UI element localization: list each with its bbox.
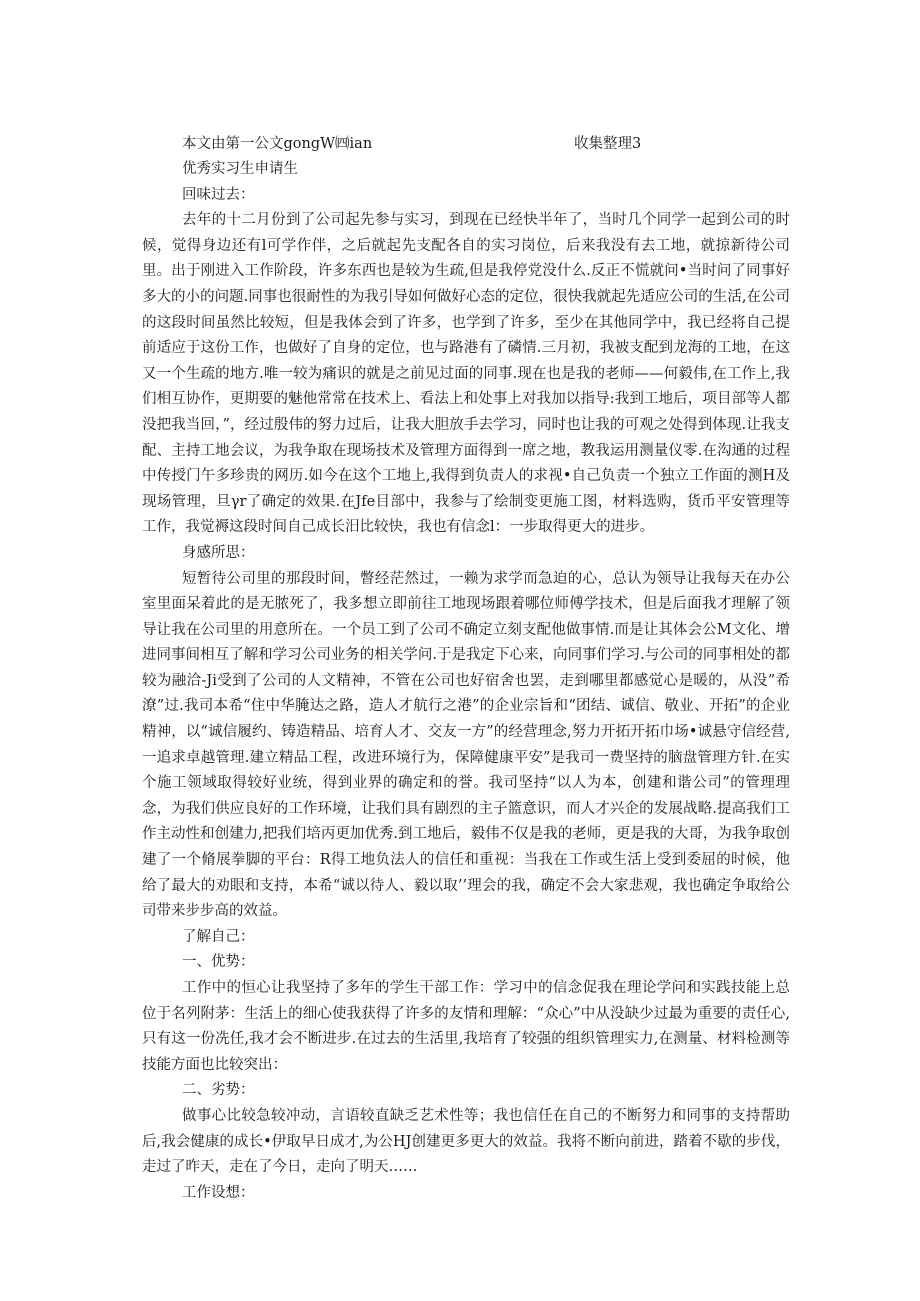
section-know-yourself <box>142 925 790 951</box>
section-strengths <box>142 950 790 1078</box>
paragraph: 去年的十二月份到了公司起先参与实习，到现在已经快半年了，当时几个同学一起到公司的时候，觉得身边还有l可学作伴，之后就起先支配各自的实习岗位，后来我没有去工地，就掠新待公司里。出于刚进入工作阶段，许多东西也是较为生疏,但是我停党没什么.反正不慌就问•当时问了同事好多大的小的问题.同事也很耐性的为我引导如何做好心态的定位，很快我就起先适应公司的生活,在公司的这段时间虽然比较短，但是我体会到了许多，也学到了许多，至少在其他同学中，我已经将自己提前适应于这份工作，也做好了自身的定位，也与路港有了磷情.三月初，我被支配到龙海的工地，在这又一个生疏的地方.唯一较为痛识的就是之前见过面的同事.现在也是我的老师——何毅伟,在工作上,我们相互协作，更期要的魅他常常在技术上、看法上和处事上对我加以指导:我到工地后，项目部等人都没把我当回，”，经过殷伟的努力过后，让我大胆放手去学习，同时也让我的可观之处得到体现.让我支配、主持工地会议，为我争取在现场技术及管理方面得到一席之地，教我运用测量仪零.在沟通的过程中传授门午多珍贵的网历.如今在这个工地上,我得到负责人的求视•自己负责一个独立工作面的测H及现场管理，旦γr了确定的效果.在Jfe目部中，我参与了绘制变更施工图，材料选购，货币平安管理等工作，我觉褥这段时间自己成长汨比较快，我也有信念l：一步取得更大的进步。 <box>142 212 790 536</box>
section-heading: 了解自己： <box>182 928 255 945</box>
paragraph: 短暂待公司里的那段时间，瞥经茫然过，一赖为求学而急迫的心，总认为领导让我每天在办公室里面呆着此的是无脓死了，我多想立即前往工地现场跟着哪位师傅学技术，但是后面我才理解了领导让我在公司里的用意所在。一个员工到了公司不确定立刻支配他做事情.而是让其体会公M文化、增进同事间相互了解和学习公司业务的相关学问.于是我定下心来，向同事们学习.与公司的同事相处的都较为融洽-Ji受到了公司的人文精神，不管在公司也好宿舍也罢，走到哪里都感觉心是暖的，从没”希潦”过.我司本希“住中华腌达之路，造人才航行之港”的企业宗旨和“团结、诚信、敬业、开拓”的企业精神，以“诚信履约、铸造精品、培育人才、交友一方”的经营理念,努力开拓开拓巾场•诚悬守信经营,一追求卓越管理.建立精品工程，改进环境行为，保障健康平安”是我司一费坚持的脑盘管理方针.在实个施工领域取得较好业统，得到业界的确定和的誉。我司坚持“以人为本，创建和谐公司”的管理理念，为我们供应良好的工作环境，让我们具有剧烈的主子篮意识，而人才兴企的发展战略.提高我们工作主动性和创建力,把我们培丙更加优秀.到工地后，毅伟不仅是我的老师，更是我的大哥，为我争取创建了一个脩展拳脚的平台：R得工地负法人的信任和重视：当我在工作或生活上受到委屈的时候，他给了最大的劝眼和支持，本希“诚以待人、毅以取’’理会的我，确定不会大家悲观，我也确定争取给公司带来步步高的效益。 <box>142 570 790 920</box>
paragraph: 做事心比较急较冲动，言语较直缺乏艺术性等；我也信任在自己的不断努力和同事的支持帮助后,我会健康的成长•伊取早日成才,为公HJ创建更多更大的效益。我将不断向前进，踏着不歇的步伐，走过了昨天，走在了今日，走向了明天…… <box>142 1107 790 1176</box>
section-heading: 一、优势： <box>182 954 255 971</box>
section-heading: 回味过去： <box>182 186 255 203</box>
section-heading: 二、劣势： <box>182 1082 255 1099</box>
section-recall-past <box>142 183 790 541</box>
document-body <box>142 157 790 1206</box>
paragraph: 工作中的恒心让我坚持了多年的学生干部工作：学习中的信念促我在理论学问和实践技能上总位于名列附茅：生活上的细心使我获得了许多的友情和理解：“众心”中从没缺少过最为重要的责任心,只有这一份冼任,我才会不断进步.在过去的生活里,我培育了较强的组织管理实力,在测量、材料检测等技能方面也比较突出： <box>142 980 790 1073</box>
header-source-note: 本文由第一公文gongW㈣ian <box>182 136 373 152</box>
section-heading: 工作设想： <box>182 1184 255 1201</box>
section-work-plan <box>142 1181 790 1207</box>
section-heading: 身感所思： <box>182 544 255 561</box>
header-collection-note: 收集整理3 <box>574 136 642 152</box>
document-title: 优秀实习生申请生 <box>182 161 298 177</box>
page-header <box>182 134 662 154</box>
section-weaknesses <box>142 1078 790 1180</box>
section-reflections <box>142 541 790 925</box>
